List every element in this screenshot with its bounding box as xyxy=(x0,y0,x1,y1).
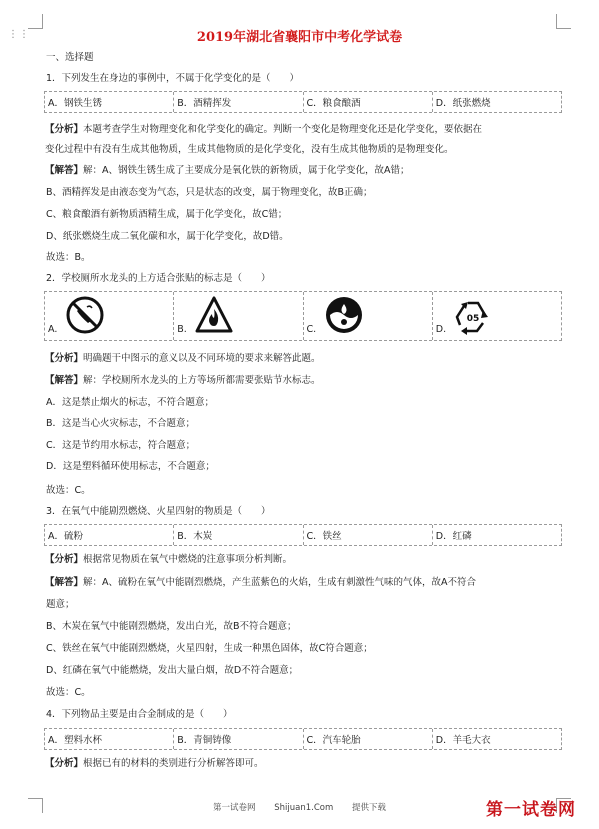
question-2-choice: 故选：C。 xyxy=(46,485,91,496)
question-4-options xyxy=(44,728,562,750)
water-saving-icon xyxy=(324,295,364,335)
question-2-answer-b: B．这是当心火灾标志，不合题意； xyxy=(46,418,196,429)
question-2-options xyxy=(44,291,562,341)
option-label: D. xyxy=(435,324,447,335)
recycling-05-icon xyxy=(453,295,493,335)
question-3-options xyxy=(44,524,562,546)
question-3-stem: 3．在氧气中能剧烈燃烧、火星四射的物质是（ ） xyxy=(46,506,271,517)
option-d[interactable]: D．羊毛大衣 xyxy=(435,735,491,746)
question-3-analysis xyxy=(45,551,292,565)
option-d[interactable]: D．纸张燃烧 xyxy=(435,98,491,109)
answer-text: 解：A、钢铁生锈生成了主要成分是氧化铁的新物质，属于化学变化，故A错； xyxy=(83,165,410,176)
question-1-stem: 1．下列发生在身边的事例中，不属于化学变化的是（ ） xyxy=(46,73,300,84)
recycle-code: 05 xyxy=(466,314,480,324)
answer-label: 【解答】 xyxy=(45,375,84,386)
question-2-answer xyxy=(45,372,321,386)
option-label: A. xyxy=(48,324,58,335)
flammable-warning-icon xyxy=(194,295,234,335)
option-a[interactable]: A．硫粉 xyxy=(45,525,174,545)
option-c[interactable]: C．铁丝 xyxy=(304,525,433,545)
option-a[interactable]: A．塑料水杯 xyxy=(45,729,174,749)
footer-site-name: 第一试卷网 xyxy=(213,803,256,813)
option-b[interactable]: B．青铜铸像 xyxy=(174,729,303,749)
answer-label: 【解答】 xyxy=(45,165,84,176)
question-1-answer-c: C、粮食酿酒有新物质酒精生成，属于化学变化，故C错； xyxy=(46,209,288,220)
question-3-answer-b: B、木炭在氧气中能剧烈燃烧，发出白光，故B不符合题意； xyxy=(46,621,297,632)
option-label: C. xyxy=(306,324,317,335)
question-4-stem: 4．下列物品主要是由合金制成的是（ ） xyxy=(46,709,233,720)
page-title: 2019年湖北省襄阳市中考化学试卷 xyxy=(196,30,403,45)
analysis-text: 根据已有的材料的类别进行分析解答即可。 xyxy=(83,758,264,769)
analysis-text: 根据常见物质在氧气中燃烧的注意事项分析判断。 xyxy=(83,554,293,565)
analysis-label: 【分析】 xyxy=(45,353,84,364)
analysis-label: 【分析】 xyxy=(45,124,84,135)
footer-domain[interactable]: Shijuan1.Com xyxy=(274,803,334,813)
question-3-answer-d: D、红磷在氧气中能燃烧，发出大量白烟，故D不符合题意； xyxy=(46,665,299,676)
question-1-analysis-cont: 变化过程中有没有生成其他物质，生成其他物质的是化学变化，没有生成其他物质的是物理变化。 xyxy=(45,144,454,155)
question-2-answer-c: C．这是节约用水标志，符合题意； xyxy=(46,440,196,451)
answer-label: 【解答】 xyxy=(45,577,84,588)
question-1-choice: 故选：B。 xyxy=(46,252,91,263)
option-c[interactable] xyxy=(304,292,433,340)
analysis-text: 明确题干中图示的意义以及不同环境的要求来解答此题。 xyxy=(83,353,321,364)
question-3-answer-cont: 题意； xyxy=(46,599,75,610)
option-c[interactable]: C．汽车轮胎 xyxy=(304,729,433,749)
question-1-answer-d: D、纸张燃烧生成二氧化碳和水，属于化学变化，故D错。 xyxy=(46,231,289,242)
option-c[interactable]: C．粮食酿酒 xyxy=(304,92,433,112)
footer-download-text: 提供下载 xyxy=(351,803,386,813)
answer-text: 解：学校厕所水龙头的上方等场所都需要张贴节水标志。 xyxy=(83,375,321,386)
brand-logo: 第一试卷网 xyxy=(486,800,576,820)
no-smoking-icon xyxy=(65,295,105,335)
question-1-analysis xyxy=(45,121,482,135)
option-label: B. xyxy=(177,324,187,335)
question-1-answer xyxy=(45,162,410,176)
question-2-answer-a: A．这是禁止烟火的标志，不符合题意； xyxy=(46,397,214,408)
option-a[interactable]: A．钢铁生锈 xyxy=(45,92,174,112)
option-b[interactable]: B．酒精挥发 xyxy=(174,92,303,112)
question-2-stem: 2．学校厕所水龙头的上方适合张贴的标志是（ ） xyxy=(46,273,271,284)
drag-handle-icon[interactable]: ⋮⋮ xyxy=(8,29,30,40)
option-b[interactable] xyxy=(174,292,303,340)
question-2-answer-d: D．这是塑料循环使用标志，不合题意； xyxy=(46,461,215,472)
analysis-label: 【分析】 xyxy=(45,758,84,769)
question-2-analysis xyxy=(45,350,321,364)
question-1-answer-b: B、酒精挥发是由液态变为气态，只是状态的改变，属于物理变化，故B正确； xyxy=(46,187,373,198)
question-4-analysis xyxy=(45,755,264,769)
question-3-answer xyxy=(45,574,476,588)
answer-text: 解：A、硫粉在氧气中能剧烈燃烧，产生蓝紫色的火焰，生成有刺激性气味的气体，故A不符合 xyxy=(83,577,477,588)
analysis-text: 本题考查学生对物理变化和化学变化的确定。判断一个变化是物理变化还是化学变化，要依据在 xyxy=(83,124,483,135)
section-heading: 一、选择题 xyxy=(46,52,94,63)
option-d[interactable] xyxy=(433,292,561,340)
question-3-choice: 故选：C。 xyxy=(46,687,91,698)
question-3-answer-c: C、铁丝在氧气中能剧烈燃烧，火星四射，生成一种黑色固体，故C符合题意； xyxy=(46,643,373,654)
option-a[interactable] xyxy=(45,292,174,340)
analysis-label: 【分析】 xyxy=(45,554,84,565)
option-d[interactable]: D．红磷 xyxy=(435,531,472,542)
option-b[interactable]: B．木炭 xyxy=(174,525,303,545)
question-1-options xyxy=(44,91,562,113)
